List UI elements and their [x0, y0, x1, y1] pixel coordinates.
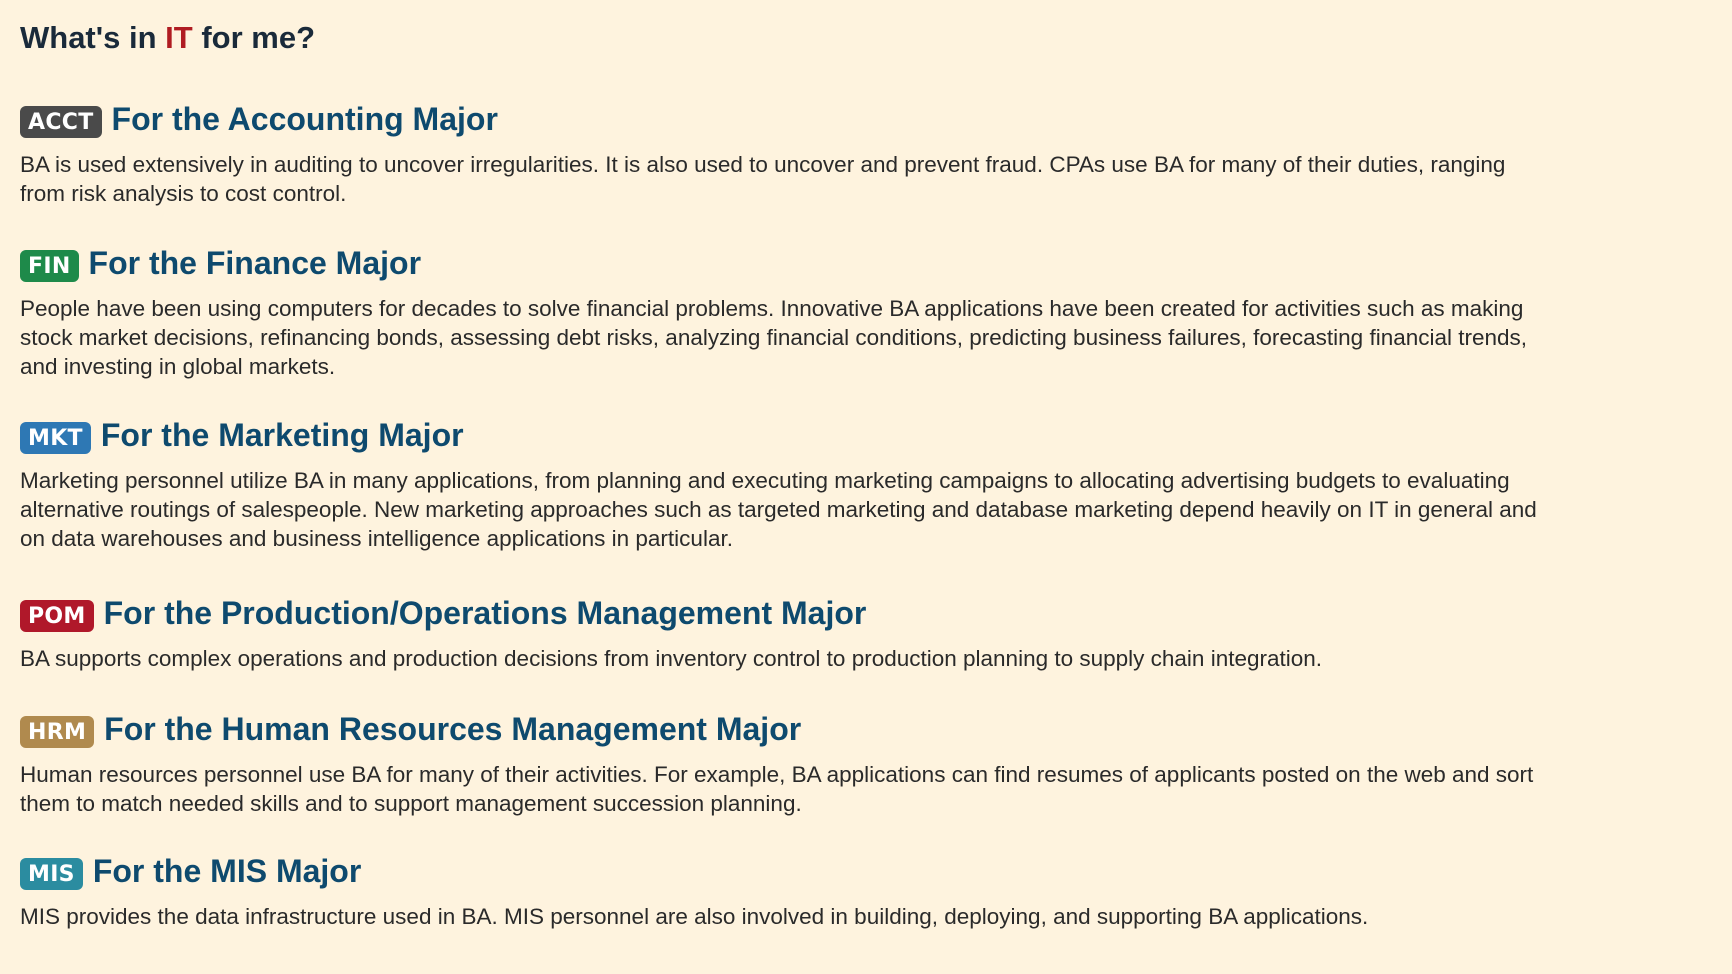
section-production-operations: [20, 592, 1540, 673]
section-body-finance: People have been using computers for decades to solve financial problems. Innovative BA applications have been created for activities such as making stock market decisions, refinancing bonds, assessing debt risks, analyzing financial conditions, predicting business failures, forecasting financial trends, and investing in global markets.: [20, 296, 1528, 379]
section-title-hrm: For the Human Resources Management Major: [104, 711, 802, 747]
section-header: [20, 850, 1540, 892]
section-body-hrm: Human resources personnel use BA for many of their activities. For example, BA applications can find resumes of applicants posted on the web and sort them to match needed skills and to support management succession planning.: [20, 762, 1534, 816]
section-body-pom: BA supports complex operations and production decisions from inventory control to production planning to supply chain integration.: [20, 646, 1323, 671]
section-title-pom: For the Production/Operations Management Major: [103, 595, 867, 631]
section-accounting: [20, 98, 1540, 208]
section-header: [20, 414, 1540, 456]
section-header: [20, 592, 1540, 634]
mkt-badge: MKT: [20, 422, 91, 454]
section-title-marketing: For the Marketing Major: [100, 417, 464, 453]
section-header: [20, 98, 1540, 140]
section-header: [20, 708, 1540, 750]
mis-badge: MIS: [20, 858, 83, 890]
fin-badge: FIN: [20, 250, 79, 282]
acct-badge: ACCT: [20, 106, 102, 138]
section-body-marketing: Marketing personnel utilize BA in many applications, from planning and executing marketing campaigns to allocating advertising budgets to evaluating alternative routings of salespeople. New marketing approaches such as targeted marketing and database marketing depend heavily on IT in general and on data warehouses and business intelligence applications in particular.: [20, 468, 1537, 551]
page-title-start: What's in: [20, 20, 166, 55]
section-header: [20, 242, 1540, 284]
section-title-finance: For the Finance Major: [88, 245, 422, 281]
hrm-badge: HRM: [20, 716, 94, 748]
section-body-mis: MIS provides the data infrastructure used in BA. MIS personnel are also involved in building, deploying, and supporting BA applications.: [20, 904, 1369, 929]
pom-badge: POM: [20, 600, 94, 632]
page-title-end: for me?: [192, 20, 316, 55]
section-title-accounting: For the Accounting Major: [111, 101, 498, 137]
section-finance: [20, 242, 1540, 381]
section-human-resources: [20, 708, 1540, 818]
page-title-highlight: IT: [165, 20, 193, 55]
section-body-accounting: BA is used extensively in auditing to uncover irregularities. It is also used to uncover and prevent fraud. CPAs use BA for many of their duties, ranging from risk analysis to cost control.: [20, 152, 1506, 206]
section-title-mis: For the MIS Major: [92, 853, 362, 889]
section-marketing: [20, 414, 1540, 553]
section-mis: [20, 850, 1540, 931]
page-title: [20, 18, 315, 58]
